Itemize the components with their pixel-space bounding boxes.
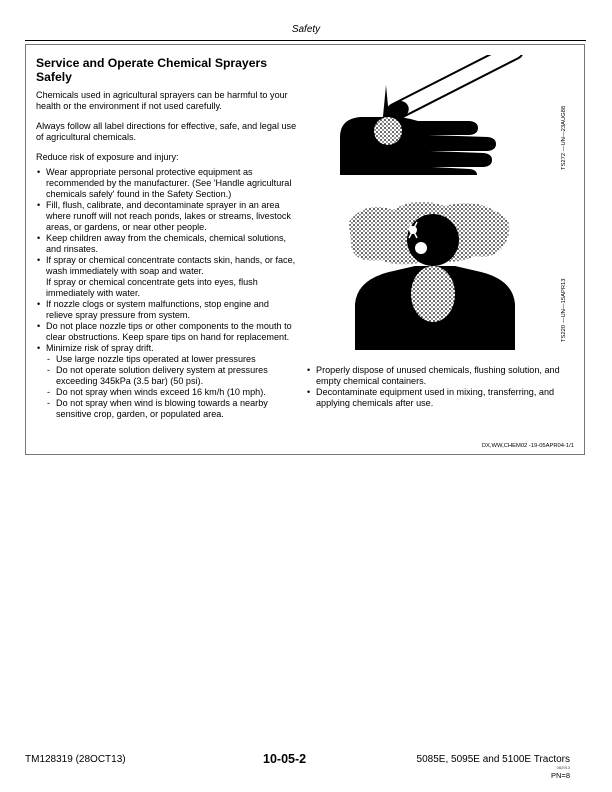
header-rule — [25, 40, 586, 41]
list-item: • Decontaminate equipment used in mixing, transferring, and applying chemicals after use. — [306, 387, 564, 409]
reference-code: DX,WW,CHEM02 -19-05APR04-1/1 — [481, 443, 574, 449]
section-header: Safety — [291, 24, 321, 35]
list-item: • Do not place nozzle tips or other components to the mouth to clear obstructions. Keep spare tips on hand for replacement. — [36, 321, 298, 343]
sub-list-item: - Use large nozzle tips operated at lower pressures — [46, 354, 298, 365]
list-item: • Fill, flush, calibrate, and decontaminate sprayer in an area where runoff will not reach ponds, lakes or streams, livestock areas, or gardens, or near other people. — [36, 200, 298, 233]
sub-list-item: - Do not spray when winds exceed 16 km/h (10 mph). — [46, 387, 298, 398]
list-item: • Properly dispose of unused chemicals, flushing solution, and empty chemical containers. — [306, 365, 564, 387]
pn-label: PN=8 — [551, 771, 570, 780]
list-item: • Minimize risk of spray drift. - Use large nozzle tips operated at lower pressures - Do not operate solution delivery system at pressures exceeding 345kPa (3.5 bar) (50 psi). - Do not spray when winds exceed 16 km/h (10 mph). - Do not spray when wind is blowing towards a nearby sensitive crop, garden, or populated area. — [36, 343, 298, 420]
models-label: 5085E, 5095E and 5100E Tractors — [416, 754, 570, 765]
sub-list-item: - Do not spray when wind is blowing towards a nearby sensitive crop, garden, or populated area. — [46, 398, 298, 420]
directions-paragraph: Always follow all label directions for effective, safe, and legal use of agricultural chemicals. — [36, 121, 297, 142]
list-item: • If spray or chemical concentrate contacts skin, hands, or face, wash immediately with soap and water. If spray or chemical concentrate gets into eyes, flush immediately with water. — [36, 255, 298, 299]
page-number: 10-05-2 — [263, 752, 307, 766]
sub-list-item: - Do not operate solution delivery system at pressures exceeding 345kPa (3.5 bar) (50 psi). — [46, 365, 298, 387]
figure-id-1: TS272 —UN—23AUG88 — [561, 105, 567, 170]
footer-code: 082913 — [556, 765, 570, 770]
list-item: • Wear appropriate personal protective equipment as recommended by the manufacturer. (See 'Handle agricultural chemicals safely' found in the Safety Section.) — [36, 167, 298, 200]
figure-id-2: TS220 —UN—15APR13 — [561, 278, 567, 342]
precautions-list — [36, 167, 298, 420]
spray-exposure-illustration — [345, 200, 525, 350]
right-column — [306, 365, 564, 409]
drift-sublist — [46, 354, 298, 420]
chemical-on-hand-illustration — [320, 55, 560, 175]
manual-number: TM128319 (28OCT13) — [25, 754, 126, 765]
intro-paragraph: Chemicals used in agricultural sprayers can be harmful to your health or the environment if not used carefully. — [36, 90, 288, 111]
list-item: • Keep children away from the chemicals, chemical solutions, and rinsates. — [36, 233, 298, 255]
list-item: • If nozzle clogs or system malfunctions, stop engine and relieve spray pressure from system. — [36, 299, 298, 321]
left-column — [36, 56, 298, 420]
page-title: Service and Operate Chemical Sprayers Safely — [36, 56, 268, 84]
disposal-list — [306, 365, 564, 409]
reduce-paragraph: Reduce risk of exposure and injury: — [36, 152, 179, 162]
